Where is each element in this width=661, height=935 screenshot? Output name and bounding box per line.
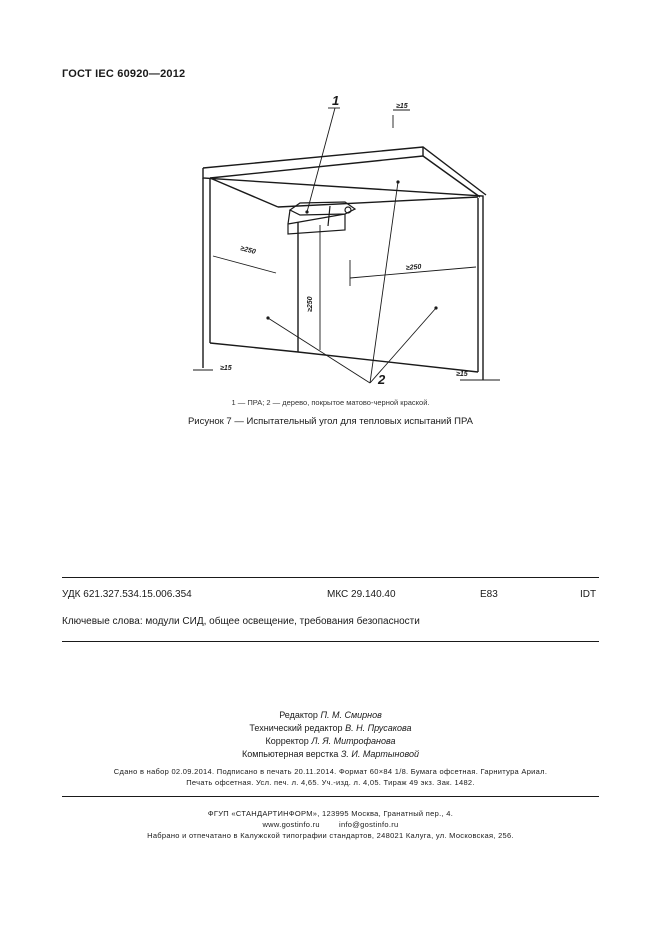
classification-code: Е83 — [480, 589, 498, 600]
test-corner-figure — [185, 95, 505, 395]
publisher-line1: ФГУП «СТАНДАРТИНФОРМ», 123995 Москва, Гранатный пер., 4. — [207, 809, 454, 818]
document-header: ГОСТ IEC 60920—2012 — [62, 68, 186, 80]
top-board-front-edge — [203, 168, 483, 380]
print-info — [62, 766, 599, 788]
publisher-info — [62, 808, 599, 841]
divider-bottom — [62, 796, 599, 797]
print-info-line2: Печать офсетная. Усл. печ. л. 4,65. Уч.-изд. л. 4,05. Тираж 49 экз. Зак. 1482. — [186, 778, 475, 787]
right-board-inner — [423, 156, 480, 197]
dim-15-top-text: ≥15 — [396, 103, 408, 110]
label-1: 1 — [332, 95, 340, 108]
divider-top — [62, 577, 599, 578]
back-wall-line — [278, 197, 478, 207]
dim-250-vert-text: ≥250 — [307, 296, 314, 312]
publisher-line3: Набрано и отпечатано в Калужской типографии стандартов, 248021 Калуга, ул. Московская, 256. — [147, 831, 514, 840]
top-board-inner-edge — [210, 156, 423, 178]
dim-15-left-text: ≥15 — [220, 365, 232, 372]
figure-legend: 1 — ПРА; 2 — дерево, покрытое матово-черной краской. — [231, 398, 430, 407]
keywords: Ключевые слова: модули СИД, общее освещение, требования безопасности — [62, 616, 420, 627]
print-info-line1: Сдано в набор 02.09.2014. Подписано в печать 20.11.2014. Формат 60×84 1/8. Бумага офсетная. Гарнитура Ариал. — [113, 767, 548, 776]
dim-15-right-text: ≥15 — [456, 371, 468, 378]
udk-code: УДК 621.327.534.15.006.354 — [62, 589, 192, 600]
credit-editor: Редактор П. М. Смирнов — [279, 710, 382, 720]
mks-code: МКС 29.140.40 — [327, 589, 396, 600]
credit-tech-editor: Технический редактор В. Н. Прусакова — [249, 723, 412, 733]
publisher-line2: www.gostinfo.ru info@gostinfo.ru — [262, 820, 399, 829]
dim-250-left-text: ≥250 — [239, 245, 257, 256]
credit-proofreader: Корректор Л. Я. Митрофанова — [265, 736, 396, 746]
label-2: 2 — [378, 372, 386, 387]
dim-250-left — [213, 256, 276, 273]
dim-250-right-text: ≥250 — [405, 263, 422, 272]
idt-label: IDT — [580, 589, 597, 600]
leader-2b — [370, 182, 398, 383]
corner-bottom-edge — [210, 343, 298, 352]
figure-caption: Рисунок 7 — Испытательный угол для тепловых испытаний ПРА — [187, 416, 474, 427]
divider-mid — [62, 641, 599, 642]
leader-1 — [307, 108, 335, 212]
credits-block — [0, 709, 661, 761]
credit-layout: Компьютерная верстка З. И. Мартыновой — [241, 749, 420, 759]
